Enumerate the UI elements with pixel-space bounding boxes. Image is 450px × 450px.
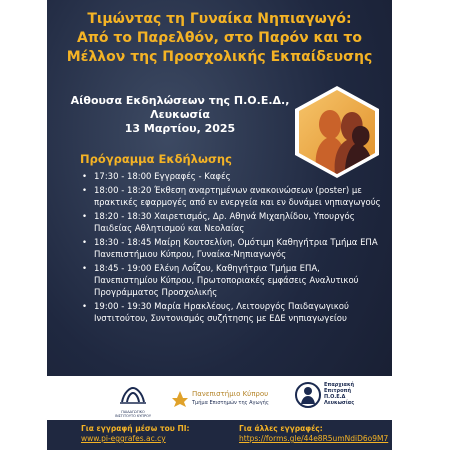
event-poster bbox=[47, 0, 392, 450]
pi-registration-label: Για εγγραφή μέσω του ΠΙ: bbox=[81, 424, 190, 433]
schedule-item-text: 18:00 - 18:20 Έκθεση αναρτημένων ανακοινώσεων (poster) με πρακτικές εφαρμογές από εν ενεργεία και εν δυνάμει νηπιαγωγούς bbox=[94, 186, 381, 208]
other-registration-label: Για άλλες εγγραφές: bbox=[239, 424, 323, 433]
bullet-icon: • bbox=[82, 302, 88, 312]
venue-city: Λευκωσία bbox=[150, 108, 210, 121]
university-name: Πανεπιστήμιο Κύπρου bbox=[192, 390, 269, 398]
poed-caption-line: Επιτροπή bbox=[324, 388, 352, 394]
poed-caption-line: Π.Ο.Ε.Δ bbox=[324, 394, 346, 400]
women-silhouettes-hexagon bbox=[289, 84, 385, 180]
other-registration bbox=[239, 424, 388, 444]
event-date: 13 Μαρτίου, 2025 bbox=[124, 122, 236, 135]
schedule-item bbox=[82, 263, 382, 299]
schedule-item-text: 18:45 - 19:00 Ελένη Λοΐζου, Καθηγήτρια Τμήμα ΕΠΑ, Πανεπιστημίου Κύπρου, Πρωτοποριακές εμφάσεις Αναλυτικού Προγράμματος Προσχολικής bbox=[94, 264, 359, 298]
venue-info bbox=[65, 94, 295, 136]
venue-hall: Αίθουσα Εκδηλώσεων της Π.Ο.Ε.Δ., bbox=[70, 94, 290, 107]
university-department: Τμήμα Επιστημών της Αγωγής bbox=[192, 400, 269, 406]
title-line-2: Από το Παρελθόν, στο Παρόν και το bbox=[77, 30, 362, 46]
schedule-item bbox=[82, 171, 382, 183]
poed-caption-line: Λευκωσίας bbox=[324, 400, 355, 406]
pi-registration-link[interactable]: www.pi-eggrafes.ac.cy bbox=[81, 434, 166, 443]
pedagogical-institute-logo bbox=[111, 384, 155, 418]
university-emblem-icon bbox=[171, 390, 189, 408]
schedule-item-text: 19:00 - 19:30 Μαρία Ηρακλέους, Λειτουργός Παιδαγωγικού Ινστιτούτου, Συντονισμός συζήτησης με ΕΔΕ νηπιαγωγείου bbox=[94, 302, 349, 324]
schedule-item-text: 18:20 - 18:30 Χαιρετισμός, Δρ. Αθηνά Μιχαηλίδου, Υπουργός Παιδείας Αθλητισμού και Νεολαίας bbox=[94, 212, 355, 234]
pi-registration bbox=[81, 424, 190, 444]
bullet-icon: • bbox=[82, 238, 88, 248]
hexagon-illustration bbox=[289, 84, 385, 180]
schedule-item bbox=[82, 185, 382, 209]
institute-emblem-icon bbox=[118, 384, 148, 406]
schedule-item-text: 17:30 - 18:00 Εγγραφές - Καφές bbox=[94, 172, 231, 182]
program-schedule bbox=[82, 171, 382, 327]
bullet-icon: • bbox=[82, 186, 88, 196]
poed-emblem-icon bbox=[295, 380, 321, 410]
schedule-item bbox=[82, 237, 382, 261]
poed-caption-line: Επαρχιακή bbox=[324, 382, 355, 388]
schedule-item bbox=[82, 211, 382, 235]
poed-caption bbox=[324, 382, 354, 406]
program-heading: Πρόγραμμα Εκδήλωσης bbox=[80, 152, 232, 166]
bullet-icon: • bbox=[82, 212, 88, 222]
title-line-3: Μέλλον της Προσχολικής Εκπαίδευσης bbox=[66, 49, 373, 65]
institute-caption: ΠΑΙΔΑΓΩΓΙΚΟ ΙΝΣΤΙΤΟΥΤΟ ΚΥΠΡΟΥ bbox=[114, 410, 152, 418]
title-line-1: Τιμώντας τη Γυναίκα Νηπιαγωγό: bbox=[87, 11, 352, 27]
bullet-icon: • bbox=[82, 264, 88, 274]
bullet-icon: • bbox=[82, 172, 88, 182]
schedule-item-text: 18:30 - 18:45 Μαίρη Κουτσελίνη, Ομότιμη Καθηγήτρια Τμήμα ΕΠΑ Πανεπιστήμιου Κύπρου, Γυναίκα-Νηπιαγωγός bbox=[94, 238, 378, 260]
schedule-item bbox=[82, 301, 382, 325]
poster-title bbox=[57, 10, 382, 67]
other-registration-link[interactable]: https://forms.gle/44e8R5umNdiD6o9M7 bbox=[239, 434, 389, 443]
